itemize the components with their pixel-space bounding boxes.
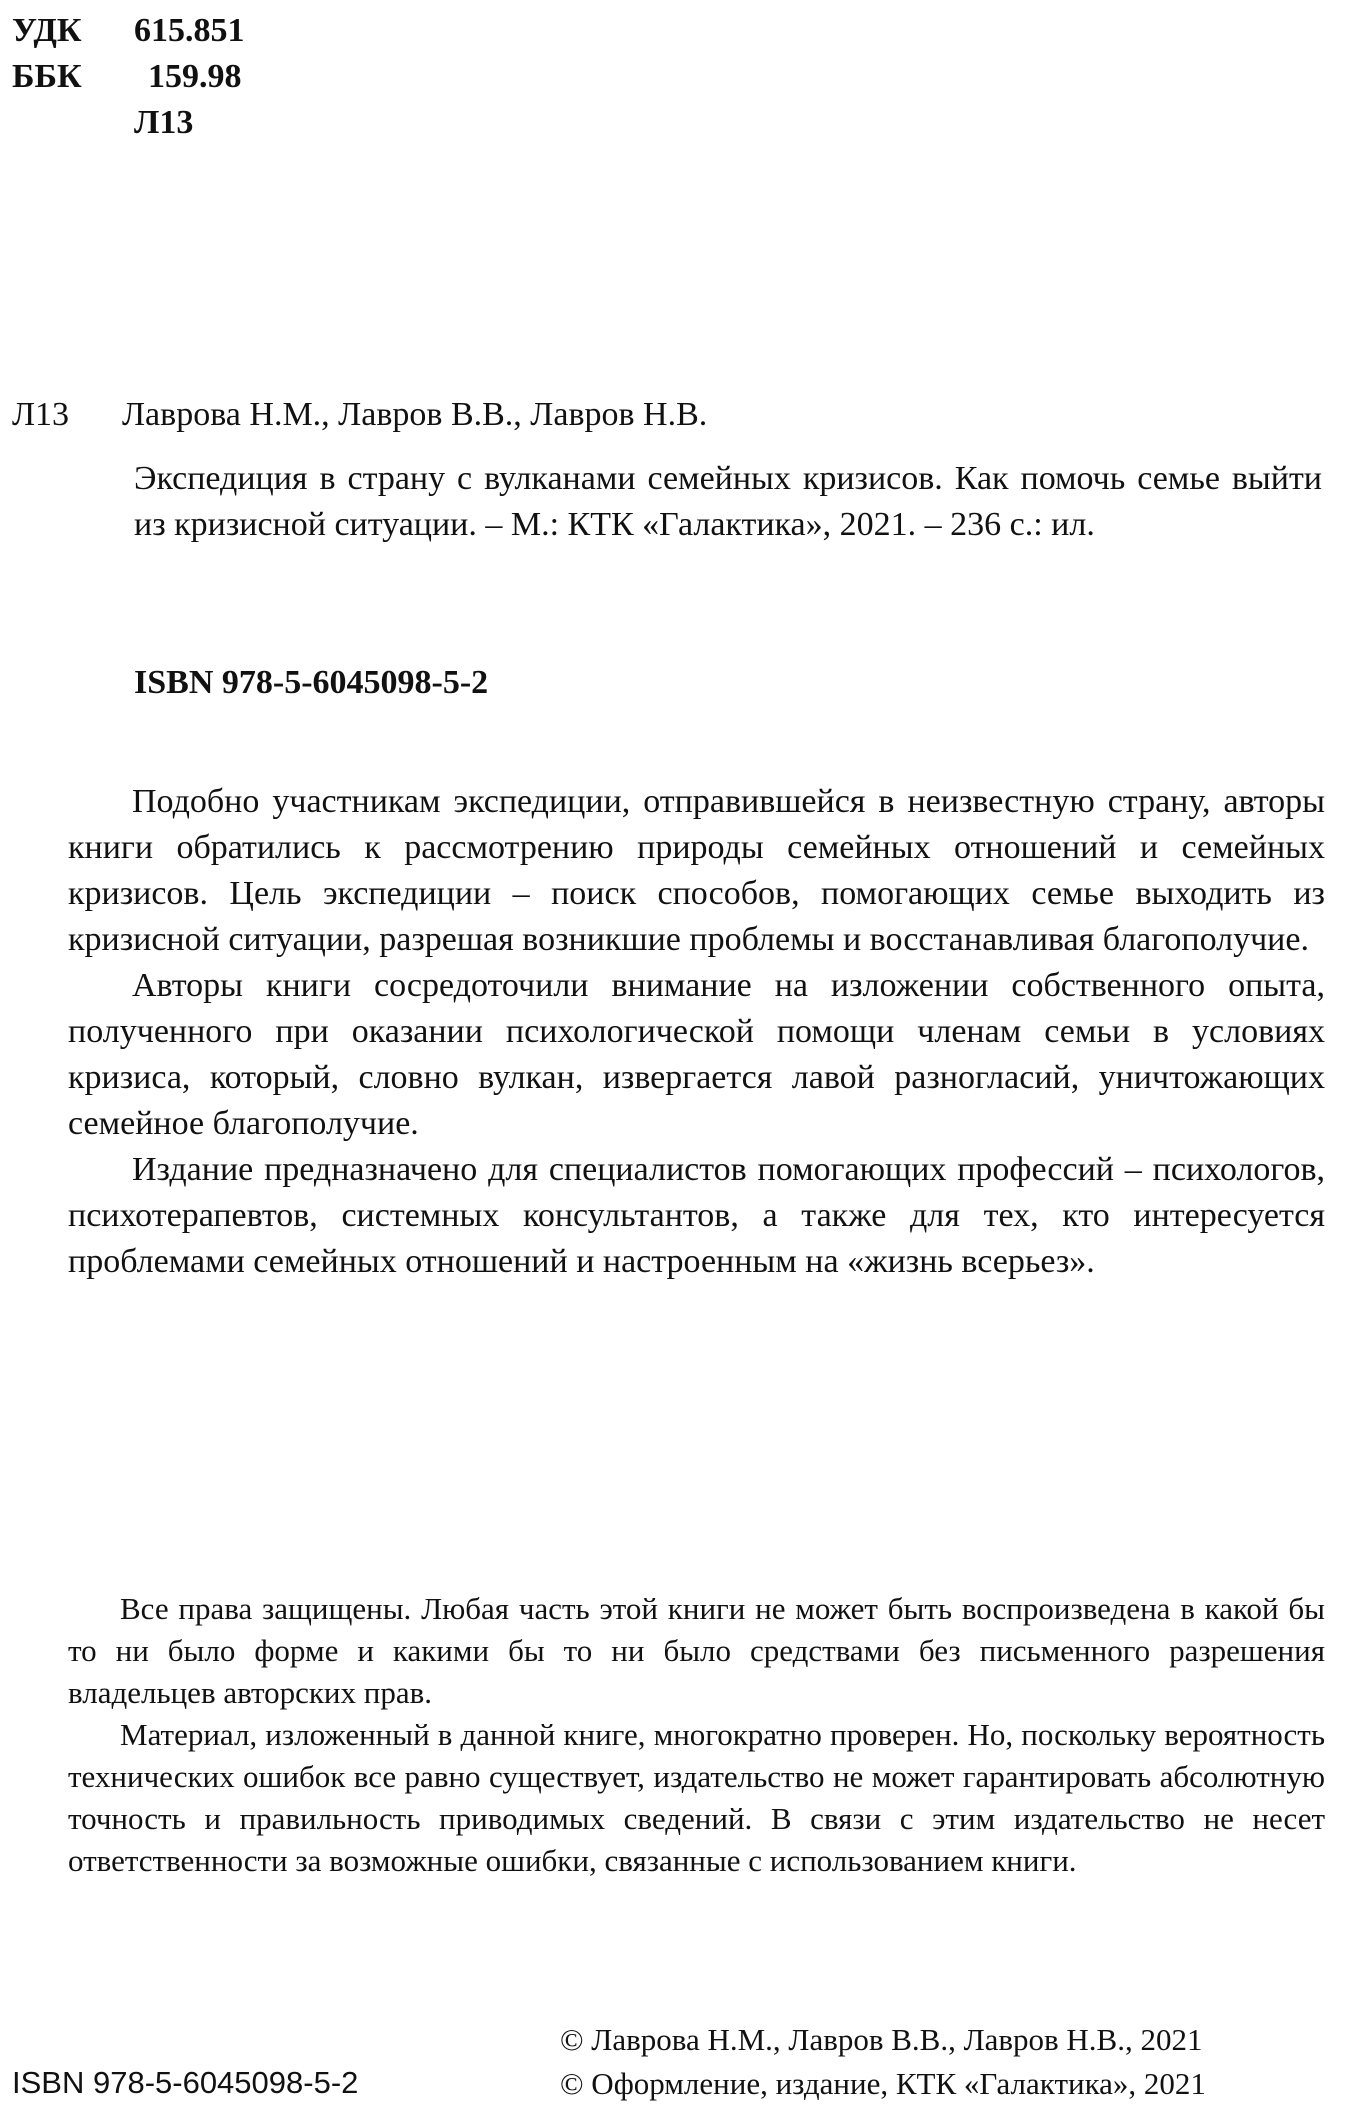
isbn-main: ISBN 978-5-6045098-5-2 bbox=[134, 664, 489, 701]
copyright-block bbox=[560, 2018, 1206, 2106]
bib-code: Л13 bbox=[12, 396, 70, 433]
udk-row bbox=[12, 8, 245, 54]
udk-label: УДК bbox=[12, 12, 82, 49]
annotation-paragraph: Авторы книги сосредоточили внимание на изложении собственного опыта, полученного при оказании психологической помощи членам семьи в условиях кризиса, который, словно вулкан, извергается лавой разногласий, уничтожающих семейное благополучие. bbox=[68, 967, 1325, 1142]
author-mark: Л13 bbox=[134, 104, 194, 141]
footer-isbn: ISBN 978-5-6045098-5-2 bbox=[12, 2065, 359, 2100]
bbk-value: 159.98 bbox=[148, 58, 242, 95]
annotation-paragraph: Подобно участникам экспедиции, отправившейся в неизвестную страну, авторы книги обратились к рассмотрению природы семейных отношений и семейных кризисов. Цель экспедиции – поиск способов, помогающих семье выходить из кризисной ситуации, разрешая возникшие проблемы и восстанавливая благополучие. bbox=[68, 783, 1325, 958]
annotation bbox=[68, 779, 1325, 1285]
bib-description: Экспедиция в страну с вулканами семейных кризисов. Как помочь семье выйти из кризисной ситуации. – М.: КТК «Галактика», 2021. – 236 с.: ил. bbox=[134, 460, 1322, 543]
copyright-authors: © Лаврова Н.М., Лавров В.В., Лавров Н.В., 2021 bbox=[560, 2022, 1203, 2057]
bibliographic-record bbox=[12, 392, 1322, 548]
author-mark-row bbox=[12, 100, 245, 146]
bib-authors: Лаврова Н.М., Лавров В.В., Лавров Н.В. bbox=[122, 396, 708, 433]
rights-notice bbox=[68, 1588, 1325, 1882]
annotation-paragraph: Издание предназначено для специалистов помогающих профессий – психологов, психотерапевтов, системных консультантов, а также для тех, кто интересуется проблемами семейных отношений и настроенным на «жизнь всерьез». bbox=[68, 1151, 1325, 1280]
rights-paragraph: Материал, изложенный в данной книге, многократно проверен. Но, поскольку вероятность технических ошибок все равно существует, издательство не может гарантировать абсолютную точность и правильность приводимых сведений. В связи с этим издательство не несет ответственности за возможные ошибки, связанные с использованием книги. bbox=[68, 1717, 1325, 1878]
udk-value: 615.851 bbox=[134, 12, 245, 49]
bbk-row bbox=[12, 54, 245, 100]
rights-paragraph: Все права защищены. Любая часть этой книги не может быть воспроизведена в какой бы то ни было форме и какими бы то ни было средствами без письменного разрешения владельцев авторских прав. bbox=[68, 1591, 1325, 1710]
copyright-publisher: © Оформление, издание, КТК «Галактика», 2021 bbox=[560, 2066, 1206, 2101]
classification-block bbox=[12, 8, 245, 146]
bib-heading bbox=[12, 392, 1322, 438]
bbk-label: ББК bbox=[12, 58, 82, 95]
